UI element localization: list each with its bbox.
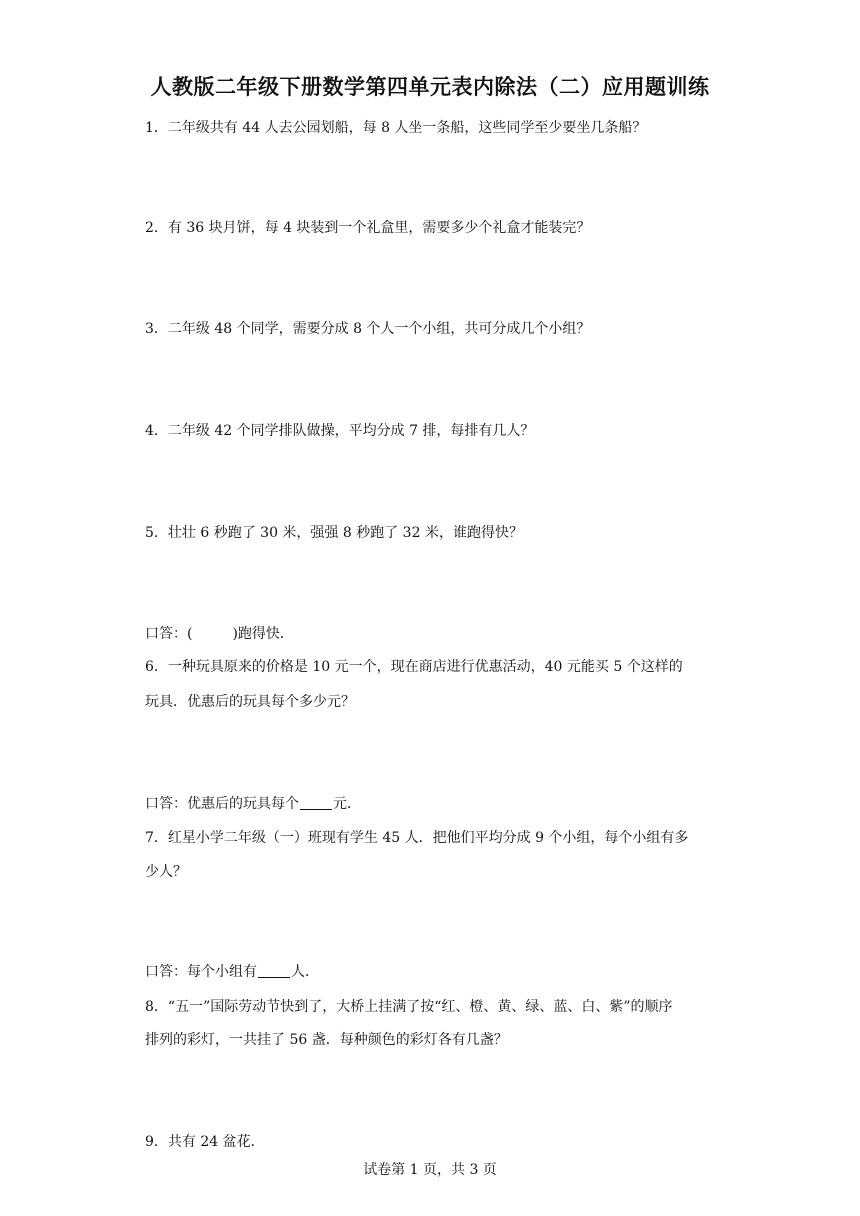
- question-9-line-1: 9．共有 24 盆花．: [145, 1134, 265, 1150]
- answer-suffix: )跑得快．: [232, 626, 294, 642]
- question-6-answer: [145, 794, 725, 814]
- question-5-answer: [145, 624, 725, 644]
- question-1-line-1: 1．二年级共有 44 人去公园划船，每 8 人坐一条船，这些同学至少要坐几条船？: [145, 120, 647, 136]
- answer-prefix: 口答：每个小组有: [145, 964, 257, 980]
- question-2-line-1: 2．有 36 块月饼，每 4 块装到一个礼盒里，需要多少个礼盒才能装完？: [145, 220, 591, 236]
- question-3-line-1: 3．二年级 48 个同学，需要分成 8 个人一个小组，共可分成几个小组？: [145, 321, 591, 337]
- page-footer: 试卷第 1 页，共 3 页: [363, 1162, 497, 1178]
- question-7-line-1: 7．红星小学二年级（一）班现有学生 45 人．把他们平均分成 9 个小组，每个小组有多: [145, 830, 689, 846]
- question-6-line-2: 玩具．优惠后的玩具每个多少元？: [145, 694, 355, 710]
- answer-prefix: 口答：优惠后的玩具每个: [145, 796, 299, 812]
- page-title: 人教版二年级下册数学第四单元表内除法（二）应用题训练: [150, 75, 710, 99]
- question-6-line-1: 6．一种玩具原来的价格是 10 元一个，现在商店进行优惠活动，40 元能买 5 个这样的: [145, 659, 683, 675]
- question-8-line-1: 8．“五一”国际劳动节快到了，大桥上挂满了按“红、橙、黄、绿、蓝、白、紫”的顺序: [145, 999, 673, 1015]
- answer-blank: [258, 963, 290, 978]
- question-7-line-2: 少人？: [145, 864, 187, 880]
- question-7-answer: [145, 962, 725, 982]
- question-5-line-1: 5．壮壮 6 秒跑了 30 米，强强 8 秒跑了 32 米，谁跑得快？: [145, 525, 523, 541]
- answer-suffix: 元．: [333, 796, 361, 812]
- question-8-line-2: 排列的彩灯，一共挂了 56 盏．每种颜色的彩灯各有几盏？: [145, 1032, 508, 1048]
- answer-suffix: 人．: [291, 964, 319, 980]
- question-4-line-1: 4．二年级 42 个同学排队做操，平均分成 7 排，每排有几人？: [145, 423, 535, 439]
- answer-blank: [300, 795, 332, 810]
- answer-prefix: 口答：(: [145, 626, 193, 642]
